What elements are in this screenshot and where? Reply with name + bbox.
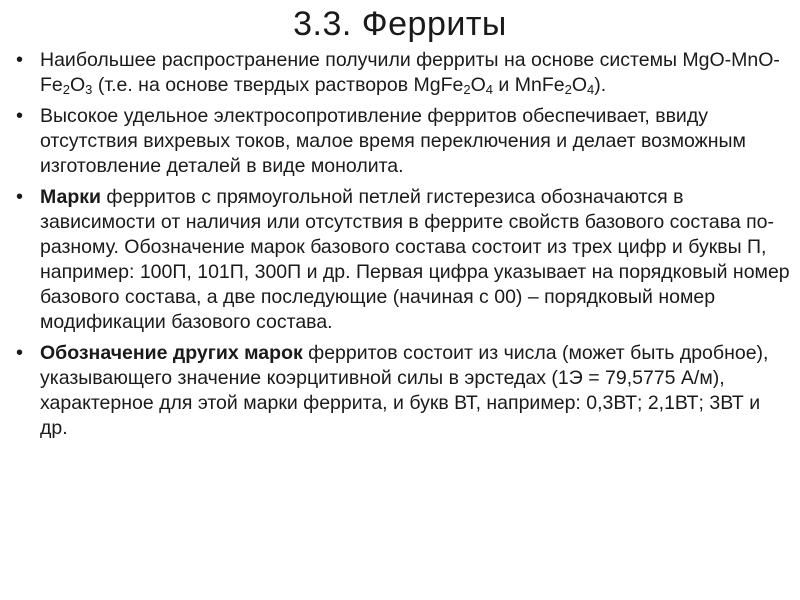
bullet-icon: • (16, 105, 24, 127)
bullet-text: Наибольшее распространение получили ферриты на основе системы MgO-$MnO-Fe_2O_3$ (т.е. на основе твердых растворов $MgFe_2O_4$ и $MnFe_2O_4$). (40, 49, 780, 97)
bullet-item-other-grades (14, 341, 790, 441)
bullet-icon: • (16, 342, 24, 364)
bullet-bold-term: Марки (40, 186, 101, 208)
bullet-item-resistivity (14, 104, 790, 179)
bullet-text: Высокое удельное электросопротивление ферритов обеспечивает, ввиду отсутствия вихревых токов, малое время переключения и делает возможным изготовление деталей в виде монолита. (40, 105, 746, 177)
bullet-text: Марки ферритов с прямоугольной петлей гистерезиса обозначаются в зависимости от наличия или отсутствия в феррите свойств базового состава по-разному. Обозначение марок базового состава состоит из трех цифр и буквы П, например: 100П, 101П, 300П и др. Первая цифра указывает на порядковый номер базового состава, а две последующие (начиная с 00) – порядковый номер модификации базового состава. (40, 186, 790, 333)
bullet-bold-term: Обозначение других марок (40, 342, 303, 364)
bullet-list (14, 48, 790, 447)
bullet-text: Обозначение других марок ферритов состоит из числа (может быть дробное), указывающего значение коэрцитивной силы в эрстедах (1Э = 79,5775 А/м), характерное для этой марки феррита, и букв ВТ, например: 0,3ВТ; 2,1ВТ; 3ВТ и др. (40, 342, 769, 439)
bullet-item-grades (14, 185, 790, 335)
bullet-icon: • (16, 186, 24, 208)
bullet-item-composition (14, 48, 790, 98)
bullet-icon: • (16, 49, 24, 71)
slide-title: 3.3. Ферриты (293, 5, 507, 43)
